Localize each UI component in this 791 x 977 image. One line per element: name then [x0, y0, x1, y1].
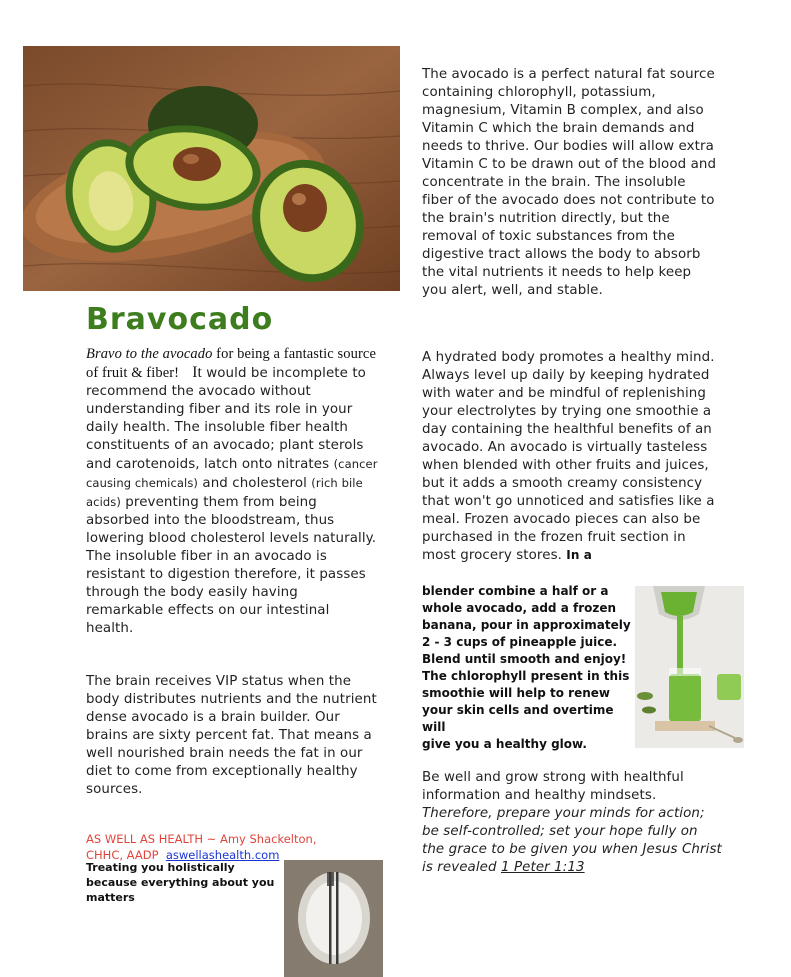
- recipe-line: give you a healthy glow.: [422, 737, 587, 751]
- intro-rest: preventing them from being absorbed into the bloodstream, thus lowering blood cholesterol levels naturally. The insoluble fiber in an avocado is resistant to digestion therefore, it passes through the body easily having remarkable effects on our intestinal health.: [86, 495, 377, 636]
- recipe-line: smoothie will help to renew: [422, 686, 610, 700]
- recipe-line: blender combine a half or a: [422, 584, 609, 598]
- brain-paragraph: The brain receives VIP status when the body distributes nutrients and the nutrient dense avocado is a brain builder. Our brains are sixty percent fat. That means a well nourished brain needs the fat in our diet to come from exceptionally healthy sources.: [86, 674, 377, 797]
- plate-photo: [284, 860, 383, 977]
- footer-org-line: AS WELL AS HEALTH ~ Amy Shackelton, CHHC, AADP: [86, 832, 317, 862]
- smoothie-photo: [635, 586, 744, 748]
- recipe-lead: In a: [562, 548, 592, 562]
- closing-paragraph: [422, 769, 722, 877]
- nitrates-note: (cancer causing chemicals): [86, 457, 378, 490]
- recipe-line: banana, pour in approximately: [422, 618, 631, 632]
- intro-and-cholesterol: and cholesterol: [198, 476, 312, 491]
- intro-after-it: would be incomplete to recommend the avocado without understanding fiber and its role in your daily health. The insoluble fiber health constituents of an avocado; plant sterols and carotenoids, latch onto nitrates: [86, 366, 366, 472]
- intro-lead-rest: for being a fantastic source of fruit & fiber!: [86, 346, 376, 381]
- recipe-line: Blend until smooth and enjoy!: [422, 652, 627, 666]
- right-paragraph-2: [422, 349, 718, 565]
- verse-reference-link[interactable]: 1 Peter 1:13: [500, 860, 585, 875]
- recipe-line: The chlorophyll present in this: [422, 669, 630, 683]
- intro-italic-lead: Bravo to the avocado: [86, 346, 213, 362]
- recipe-line: whole avocado, add a frozen: [422, 601, 617, 615]
- website-link[interactable]: aswellashealth.com: [165, 848, 280, 862]
- closing-text: Be well and grow strong with healthful information and healthy mindsets.: [422, 770, 684, 803]
- bible-verse: Therefore, prepare your minds for action; be self-controlled; set your hope fully on the grace to be given you when Jesus Christ is revealed: [422, 806, 722, 875]
- right-paragraph-1: The avocado is a perfect natural fat source containing chlorophyll, potassium, magnesium, Vitamin B complex, and also Vitamin C which the brain demands and needs to thrive. Our bodies will allow extra Vitamin C to be drawn out of the blood and concentrate in the brain. The insoluble fiber of the avocado does not contribute to the brain's nutrition directly, but the removal of toxic substances from the digestive tract allows the body to absorb the vital nutrients it needs to help keep you alert, well, and stable.: [422, 67, 717, 298]
- intro-it-word: It: [192, 364, 202, 381]
- recipe-line: your skin cells and overtime will: [422, 703, 614, 734]
- page-title: Bravocado: [86, 302, 274, 337]
- recipe-block: [422, 583, 632, 753]
- intro-paragraph: [86, 345, 378, 638]
- footer-org: [86, 831, 356, 863]
- avocado-photo: [23, 46, 400, 291]
- footer-tagline: Treating you holistically because everything about you matters: [86, 861, 275, 904]
- recipe-line: 2 - 3 cups of pineapple juice.: [422, 635, 618, 649]
- cholesterol-note: (rich bile acids): [86, 476, 363, 509]
- hydration-text: A hydrated body promotes a healthy mind. Always level up daily by keeping hydrated with water and be mindful of replenishing your electrolytes by trying one smoothie a day containing the healthful benefits of an avocado. An avocado is virtually tasteless when blended with other fruits and juices, but it adds a smooth creamy consistency that won't go unnoticed and satisfies like a meal. Frozen avocado pieces can also be purchased in the frozen fruit section in most grocery stores.: [422, 350, 715, 563]
